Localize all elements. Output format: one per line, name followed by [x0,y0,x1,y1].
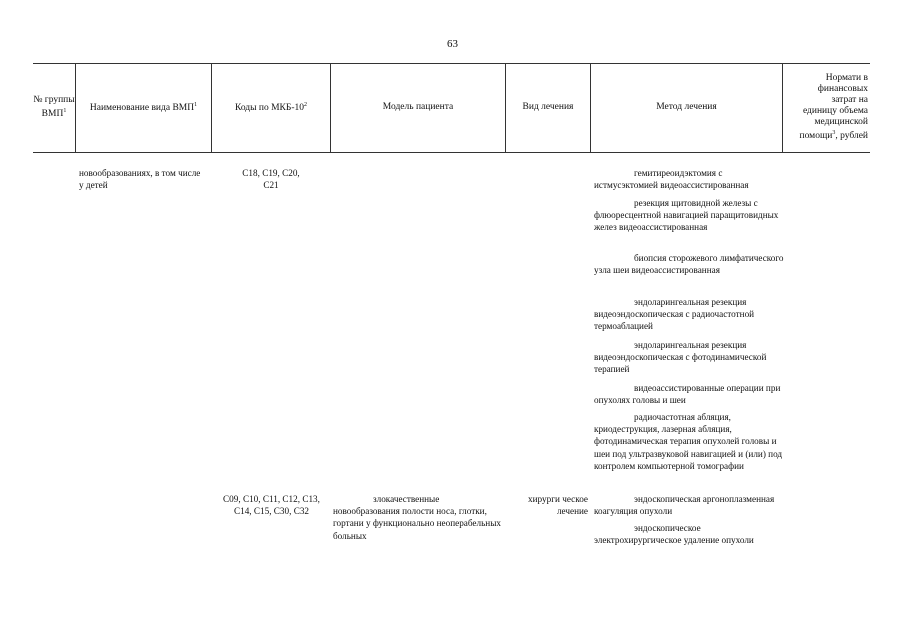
method-item: радиочастотная абляция, криодеструкция, лазерная абляция, фотодинамическая терапия опухолей головы и шеи под ультразвуковой навигацией и (или) под контролем компьютерной томографии [594,412,783,471]
page-number: 63 [447,38,458,50]
method-item: эндоскопическая аргоноплазменная коагуляция опухоли [594,494,775,517]
patient-model-text: злокачественные новообразования полости носа, глотки, гортани у функционально неоперабельных больных [333,494,501,541]
header-cost-standard: Нормати в финансовых затрат на единицу объема медицинской помощи$^3$, рублей [799,72,868,142]
method-item: видеоассистированные операции при опухолях головы и шеи [594,383,781,406]
method-item: эндоскопическое электрохирургическое удаление опухоли [594,523,754,546]
header-vmp-name: Наименование вида ВМП$^1$ [89,102,198,114]
method-item: биопсия сторожевого лимфатического узла шеи видеоассистированная [594,253,784,276]
method-item: эндоларингеальная резекция видеоэндоскопическая с радиочастотной термоаблацией [594,297,755,332]
method-item: эндоларингеальная резекция видеоэндоскопическая с фотодинамической терапией [594,340,767,375]
header-patient-model: Модель пациента [382,102,454,112]
method-item: гемитиреоидэктомия с истмусэктомией видеоассистированная [594,168,749,191]
icd-codes-group-a: C18, C19, C20, C21 [242,168,300,191]
vmp-name-continuation: новообразованиях, в том числе у детей [79,168,201,191]
header-treatment-type: Вид лечения [522,102,574,112]
method-item: резекция щитовидной железы с флюоресцентной навигацией паращитовидных желез видеоассистированная [594,198,779,233]
header-treatment-method: Метод лечения [656,102,717,112]
header-group-number: № группы ВМП$^1$ [33,94,75,120]
treatment-type-text: хирурги ческое лечение [528,494,588,517]
icd-codes-group-b: C09, C10, C11, C12, C13, C14, C15, C30, C32 [223,494,320,517]
header-bottom-border [33,152,870,153]
header-icd-codes: Коды по МКБ-$10^2$ [234,102,308,114]
